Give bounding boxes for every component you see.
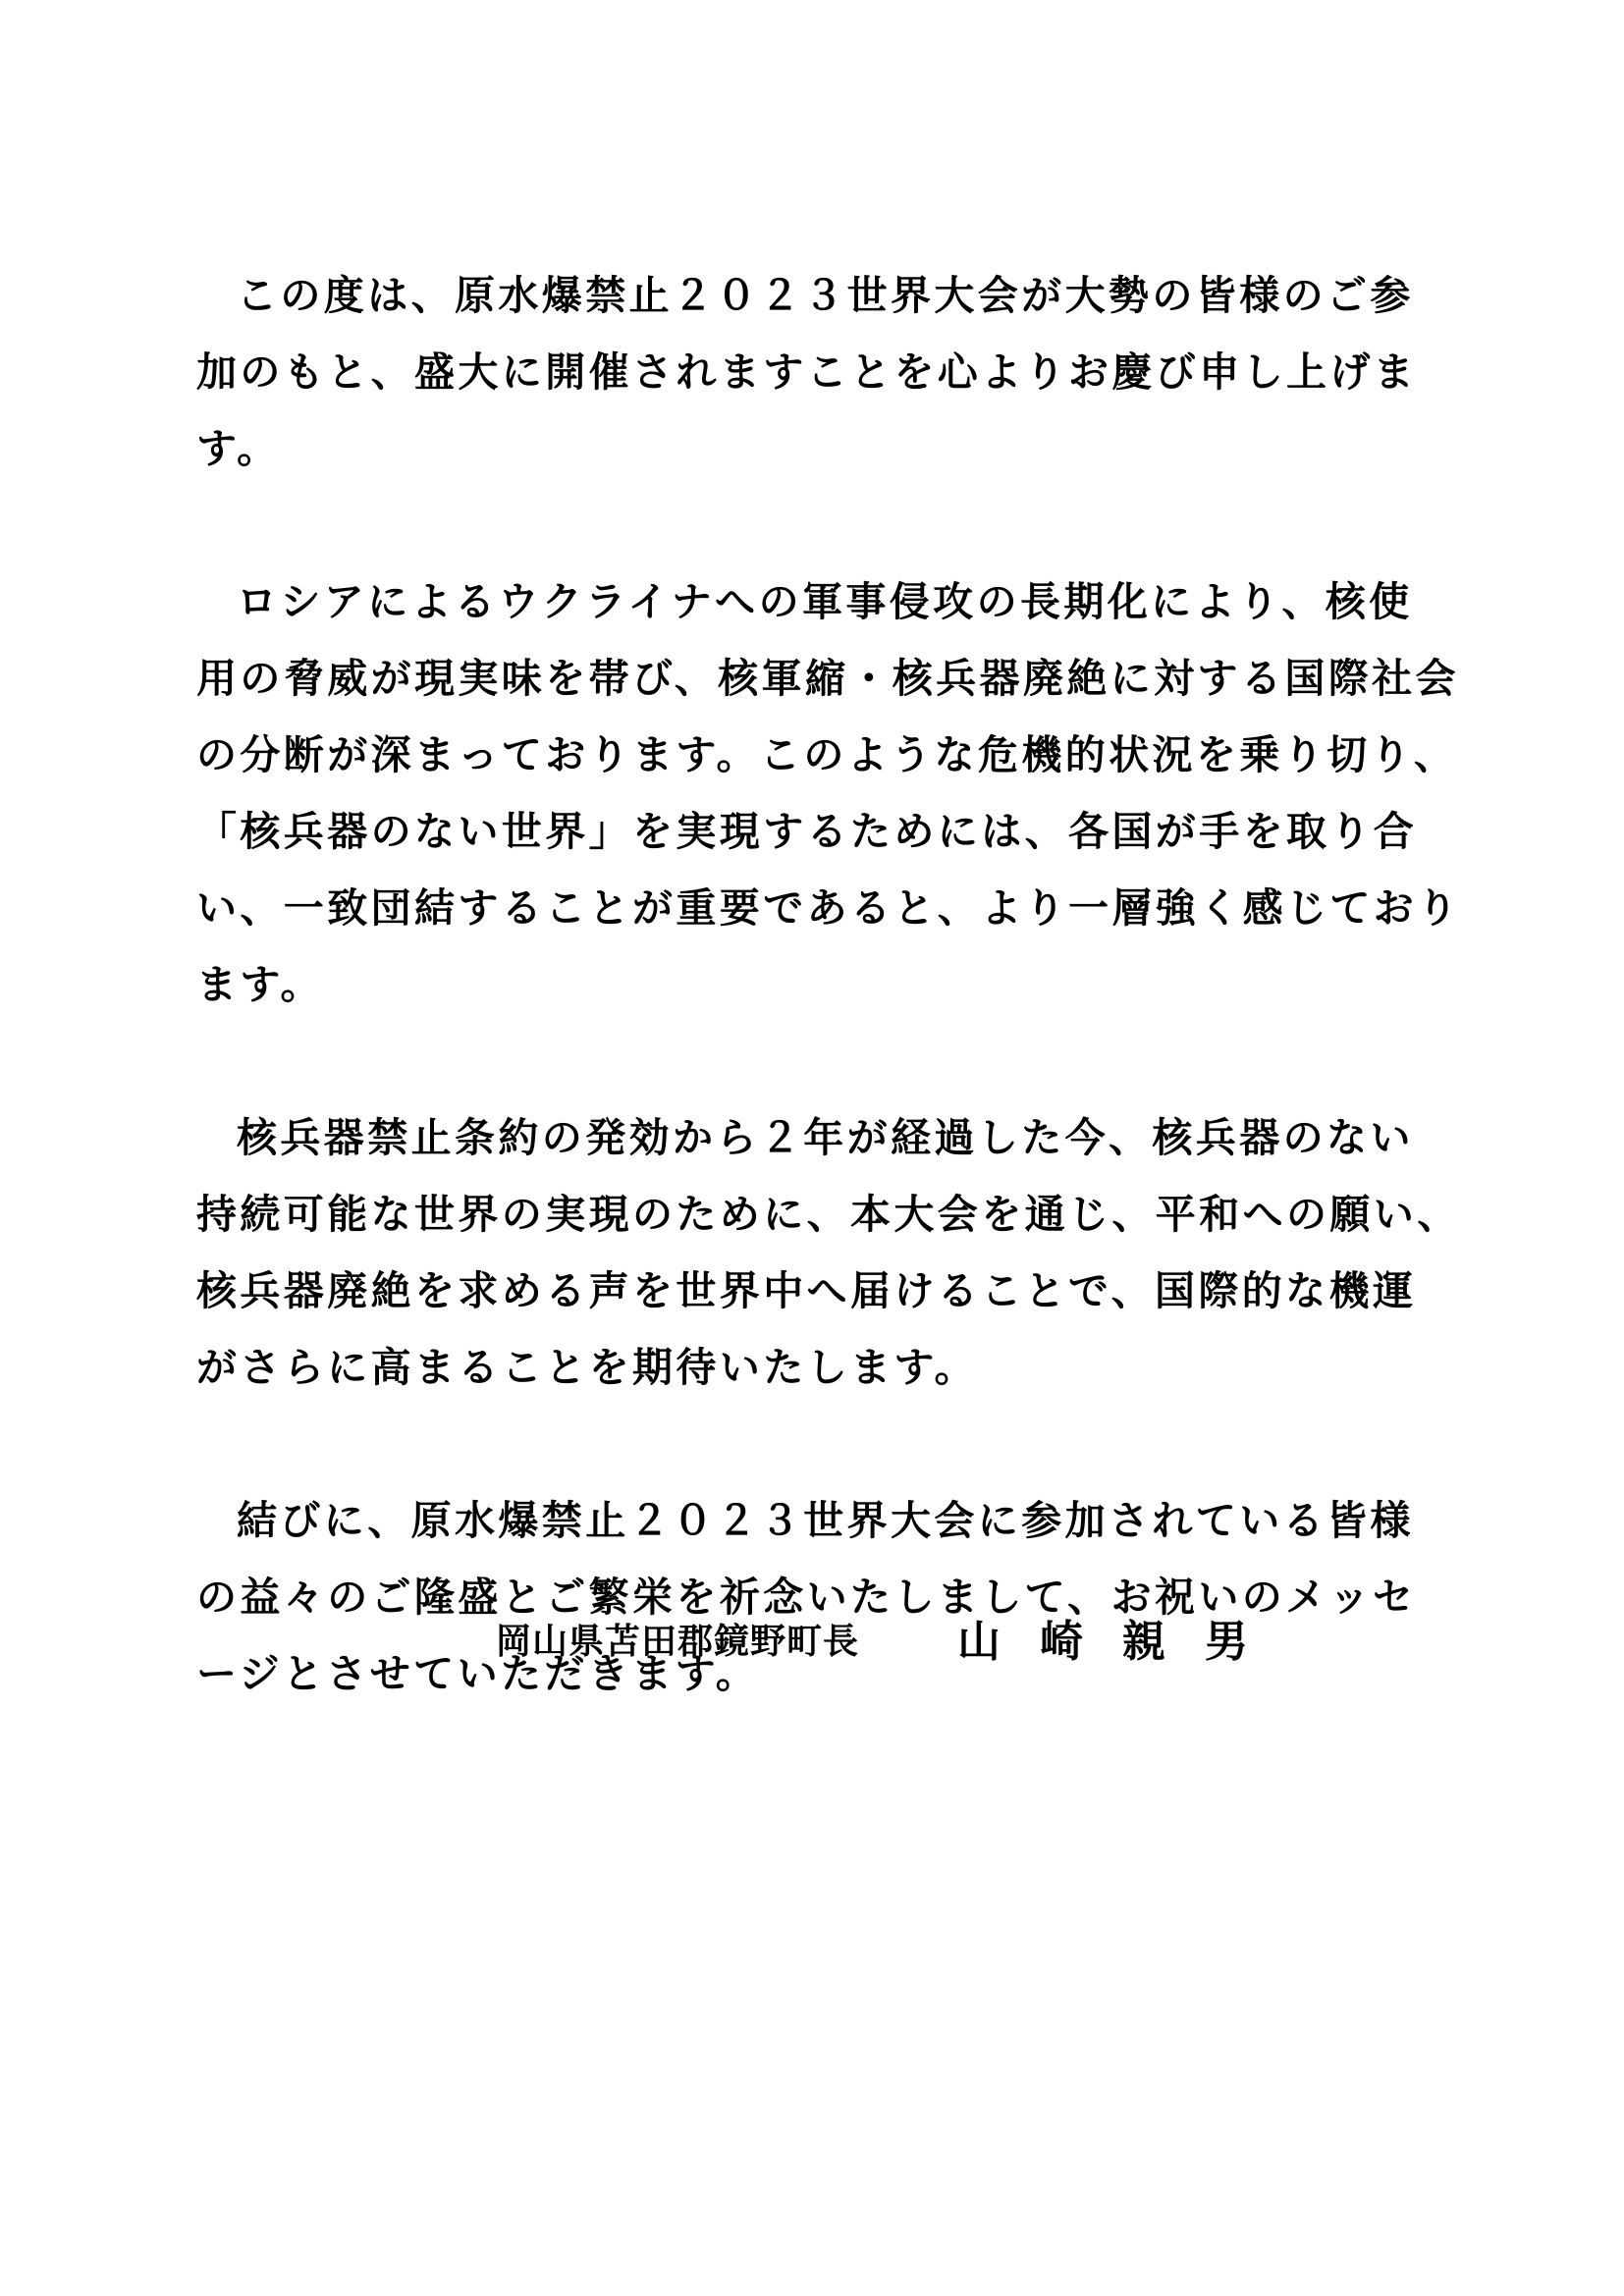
paragraph-line: ます。 xyxy=(196,961,324,1008)
paragraph-line: 核兵器廃絶を求める声を世界中へ届けることで、国際的な機運 xyxy=(196,1267,1417,1314)
paragraph-line: 核兵器禁止条約の発効から２年が経過した今、核兵器のない xyxy=(237,1114,1414,1161)
paragraph-line: の分断が深まっております。このような危機的状況を乗り切り、 xyxy=(196,731,1458,778)
paragraph-line: 「核兵器のない世界」を実現するためには、各国が手を取り合 xyxy=(196,808,1418,855)
paragraph-line: 用の脅威が現実味を帯び、核軍縮・核兵器廃絶に対する国際社会 xyxy=(196,655,1459,702)
paragraph-line: 結びに、原水爆禁止２０２３世界大会に参加されている皆様 xyxy=(237,1497,1414,1544)
signature-block xyxy=(496,1602,1380,1671)
signer-name: 山崎親男 xyxy=(957,1617,1287,1667)
paragraph-line: の益々のご隆盛とご繁栄を祈念いたしまして、お祝いのメッセ xyxy=(196,1574,1417,1621)
paragraph-1 xyxy=(196,257,1435,487)
paragraph-line: す。 xyxy=(196,425,281,472)
paragraph-line: い、一致団結することが重要であると、より一層強く感じており xyxy=(196,884,1461,932)
paragraph-3 xyxy=(196,1099,1461,1406)
paragraph-line: 持続可能な世界の実現のために、本大会を通じ、平和への願い、 xyxy=(196,1191,1461,1238)
paragraph-line: 加のもと、盛大に開催されますことを心よりお慶び申し上げま xyxy=(196,348,1418,396)
paragraph-line: この度は、原水爆禁止２０２３世界大会が大勢の皆様のご参 xyxy=(237,272,1414,319)
paragraph-line: がさらに高まることを期待いたします。 xyxy=(196,1344,978,1391)
paragraph-line: ロシアによるウクライナへの軍事侵攻の長期化により、核使 xyxy=(237,578,1413,625)
letter-body xyxy=(196,257,1461,1789)
paragraph-2 xyxy=(196,563,1461,1023)
signer-title: 岡山県苫田郡鏡野町長 xyxy=(496,1621,860,1662)
paragraph-line: ージとさせていただきます。 xyxy=(196,1650,760,1697)
paragraph-4 xyxy=(196,1482,1435,1712)
